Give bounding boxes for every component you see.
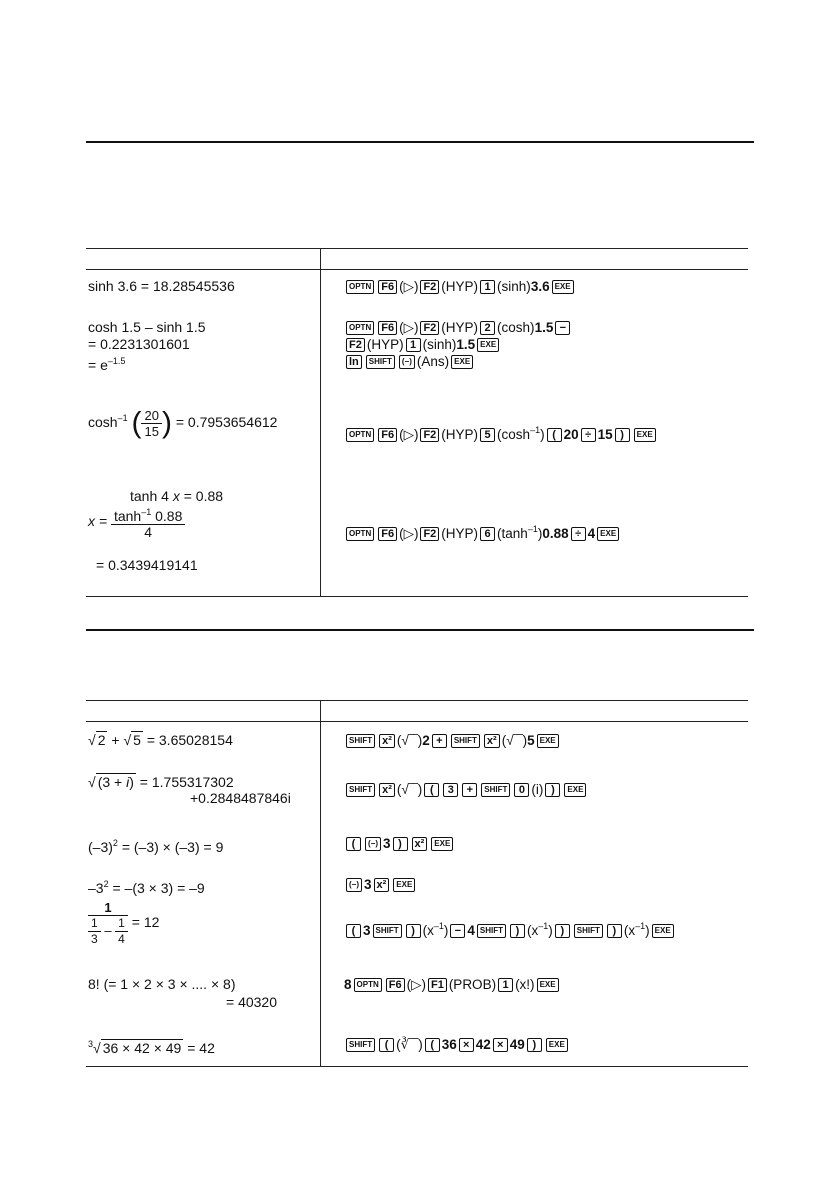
key-annotation: –1	[527, 524, 538, 534]
key-annotation: (HYP)	[441, 427, 479, 442]
example-complex-sqrt-imag: +0.2848487846i	[190, 790, 291, 806]
calculator-key: EXE	[477, 338, 499, 352]
key-annotation: (cosh	[497, 427, 531, 442]
key-annotation: –1	[635, 921, 646, 931]
key-entry-number: 4	[587, 526, 596, 541]
calculator-key: (	[424, 783, 439, 797]
key-sequence-arccosh	[344, 422, 658, 443]
key-annotation: (▷)	[399, 526, 419, 541]
key-annotation: (x!)	[515, 977, 535, 992]
key-sequence-arctanh	[344, 521, 621, 542]
key-entry-number: 1.5	[534, 320, 554, 335]
column-separator	[320, 248, 321, 596]
key-entry-number: 0.88	[542, 526, 569, 541]
key-sequence-negation-of-square	[344, 877, 417, 893]
table-header-rule-bottom	[86, 721, 748, 722]
calculator-key: SHIFT	[477, 924, 506, 938]
key-sequence-cube-root	[344, 1037, 570, 1053]
section-rule-top	[86, 141, 754, 143]
calculator-key: EXE	[451, 355, 473, 369]
key-entry-number: 3.6	[530, 279, 550, 294]
example-cosh-result: = 0.2231301601	[88, 336, 190, 352]
calculator-key: F2	[420, 428, 439, 442]
other-functions-table	[86, 700, 748, 1070]
key-entry-number: 3	[383, 836, 391, 851]
calculator-key: SHIFT	[451, 734, 480, 748]
calculator-key: 2	[480, 321, 495, 335]
key-sequence-cosh-line1	[344, 320, 572, 336]
key-entry-number: 4	[467, 923, 475, 938]
key-annotation: –1	[530, 425, 541, 435]
calculator-key: F2	[420, 321, 439, 335]
key-entry-number: 49	[509, 1037, 525, 1052]
key-annotation: –1	[433, 921, 444, 931]
key-entry-number: 2	[422, 733, 430, 748]
example-factorial: 8! (= 1 × 2 × 3 × .... × 8)	[88, 976, 236, 992]
calculator-key: 3	[443, 783, 458, 797]
key-annotation: (PROB)	[448, 977, 497, 992]
key-annotation: )	[537, 526, 543, 541]
calculator-key: −	[555, 321, 570, 335]
key-annotation: (HYP)	[366, 337, 404, 352]
key-annotation: (HYP)	[441, 526, 479, 541]
key-annotation: (√‾‾)	[501, 733, 528, 748]
calculator-key: (	[425, 1038, 440, 1052]
key-annotation: (sinh)	[422, 337, 457, 352]
key-annotation: (x	[527, 923, 539, 938]
key-entry-number: 1.5	[456, 337, 476, 352]
section-rule-middle	[86, 629, 754, 631]
key-sequence-cosh-line3	[344, 354, 475, 370]
example-complex-sqrt: √ (3 + i) = 1.755317302	[88, 774, 234, 790]
key-annotation: (i)	[531, 782, 544, 797]
calculator-key: (	[547, 428, 562, 442]
key-annotation: (▷)	[399, 279, 419, 294]
key-annotation: (▷)	[399, 320, 419, 335]
key-sequence-reciprocal-fraction	[344, 918, 676, 939]
calculator-key: ln	[346, 355, 362, 369]
key-sequence-complex-sqrt	[344, 782, 588, 798]
calculator-key: 5	[480, 428, 495, 442]
calculator-key: OPTN	[346, 321, 374, 335]
key-annotation: (cosh)	[497, 320, 535, 335]
key-annotation: –1	[538, 921, 549, 931]
key-annotation: (HYP)	[441, 320, 479, 335]
calculator-key: )	[527, 1038, 542, 1052]
calculator-key: )	[406, 924, 421, 938]
table-header-rule	[86, 700, 748, 701]
calculator-key: +	[432, 734, 447, 748]
calculator-key: x²	[379, 734, 395, 748]
example-reciprocal-fraction: 1 $\frac{1}{3}$ – $\frac{1}{4}$ = 12	[88, 900, 159, 947]
calculator-key: SHIFT	[574, 924, 603, 938]
key-annotation: (Ans)	[416, 354, 450, 369]
calculator-key: x²	[484, 734, 500, 748]
calculator-key: ×	[459, 1038, 474, 1052]
hyperbolic-table	[86, 248, 748, 598]
calculator-key: EXE	[552, 280, 574, 294]
calculator-key: (	[379, 1038, 394, 1052]
calculator-key: ÷	[581, 428, 596, 442]
calculator-key: F6	[378, 428, 397, 442]
key-annotation: )	[548, 923, 553, 938]
calculator-key: SHIFT	[346, 1038, 375, 1052]
calculator-key: (	[346, 837, 361, 851]
calculator-key: (−)	[399, 355, 415, 369]
calculator-key: )	[393, 837, 408, 851]
calculator-key: F6	[378, 321, 397, 335]
calculator-key: 1	[498, 978, 513, 992]
key-annotation: (√‾‾)	[396, 782, 423, 797]
key-annotation: (HYP)	[441, 279, 479, 294]
calculator-key: F6	[378, 527, 397, 541]
table-header-rule	[86, 248, 748, 249]
calculator-key: EXE	[564, 783, 586, 797]
calculator-key: EXE	[652, 924, 674, 938]
example-negation-of-square: $-3^2 = -(3 \times 3) = -9$	[88, 879, 205, 896]
calculator-key: x²	[379, 783, 395, 797]
key-annotation: (x	[422, 923, 434, 938]
calculator-key: 1	[406, 338, 421, 352]
calculator-key: F6	[386, 978, 405, 992]
key-annotation: (x	[623, 923, 636, 938]
key-entry-number: 36	[441, 1037, 457, 1052]
calculator-key: SHIFT	[366, 355, 395, 369]
calculator-key: ×	[493, 1038, 508, 1052]
key-sequence-cosh-line2	[344, 337, 501, 353]
example-sinh: sinh 3.6 = 18.28545536	[88, 278, 235, 294]
calculator-key: 1	[480, 280, 495, 294]
calculator-key: EXE	[393, 878, 415, 892]
example-tanh-equation: tanh 4 x = 0.88	[130, 488, 224, 504]
example-negative-squared: $(-3)^2 = (-3) \times (-3) = 9$	[88, 838, 224, 855]
calculator-key: EXE	[546, 1038, 568, 1052]
key-entry-number: 8	[344, 977, 352, 992]
key-annotation: )	[645, 923, 650, 938]
calculator-key: EXE	[597, 527, 619, 541]
key-entry-number: 5	[527, 733, 535, 748]
key-annotation: )	[540, 427, 545, 442]
key-annotation: (sinh)	[497, 279, 531, 294]
calculator-key: F2	[420, 280, 439, 294]
key-sequence-factorial	[344, 977, 561, 993]
calculator-key: SHIFT	[346, 734, 375, 748]
example-cube-root: $^3$√ 36 × 42 × 49 = 42	[88, 1039, 215, 1056]
calculator-key: x²	[374, 878, 390, 892]
table-bottom-rule	[86, 1066, 748, 1067]
key-annotation: (∛‾‾)	[396, 1037, 423, 1052]
calculator-key: EXE	[431, 837, 453, 851]
key-entry-number: 20	[563, 427, 579, 442]
calculator-key: F1	[428, 978, 447, 992]
calculator-key: ÷	[571, 527, 586, 541]
key-annotation: (▷)	[399, 427, 419, 442]
example-tanh-solution: x = $\frac{\tanh^{-1} 0.88}{4}$	[88, 505, 185, 540]
calculator-key: SHIFT	[481, 783, 510, 797]
key-entry-number: 15	[597, 427, 613, 442]
calculator-key: F6	[378, 280, 397, 294]
key-annotation: (tanh	[497, 526, 528, 541]
key-sequence-sinh	[344, 279, 576, 295]
calculator-key: )	[545, 783, 560, 797]
calculator-key: SHIFT	[346, 783, 375, 797]
calculator-key: )	[510, 924, 525, 938]
calculator-key: EXE	[634, 428, 656, 442]
calculator-key: +	[462, 783, 477, 797]
calculator-key: )	[607, 924, 622, 938]
key-annotation: (√‾‾)	[396, 733, 423, 748]
calculator-key: )	[555, 924, 570, 938]
calculator-key: F2	[420, 527, 439, 541]
key-annotation: )	[443, 923, 449, 938]
example-tanh-result: = 0.3439419141	[96, 557, 198, 573]
calculator-key: 6	[480, 527, 495, 541]
calculator-key: 0	[514, 783, 529, 797]
key-annotation: (▷)	[406, 977, 426, 992]
calculator-key: (	[346, 924, 361, 938]
calculator-key: OPTN	[346, 428, 374, 442]
example-cosh-minus-sinh: cosh 1.5 – sinh 1.5	[88, 319, 206, 335]
calculator-key: x²	[412, 837, 428, 851]
example-cosh-exp: = $e^{-1.5}$	[88, 356, 126, 373]
calculator-key: (−)	[365, 837, 381, 851]
calculator-key: −	[450, 924, 465, 938]
column-separator	[320, 700, 321, 1066]
key-entry-number: 3	[363, 923, 371, 938]
table-header-rule-bottom	[86, 269, 748, 270]
calculator-key: OPTN	[346, 527, 374, 541]
example-factorial-result: = 40320	[226, 994, 277, 1010]
calculator-key: OPTN	[346, 280, 374, 294]
calculator-key: OPTN	[354, 978, 382, 992]
calculator-key: F2	[346, 338, 365, 352]
calculator-key: SHIFT	[373, 924, 402, 938]
key-entry-number: 3	[364, 877, 372, 892]
calculator-key: )	[615, 428, 630, 442]
key-sequence-negative-squared	[344, 836, 455, 852]
table-bottom-rule	[86, 596, 748, 597]
key-sequence-sqrt-sum	[344, 733, 561, 749]
key-entry-number: 42	[475, 1037, 491, 1052]
calculator-key: (−)	[346, 878, 362, 892]
calculator-key: EXE	[537, 978, 559, 992]
example-arccosh: $\cosh^{-1}$ ( $\frac{20}{15}$ ) = 0.7953654612	[88, 406, 278, 440]
example-sqrt-sum: √ 2 + √ 5 = 3.65028154	[88, 732, 233, 748]
calculator-key: EXE	[537, 734, 559, 748]
